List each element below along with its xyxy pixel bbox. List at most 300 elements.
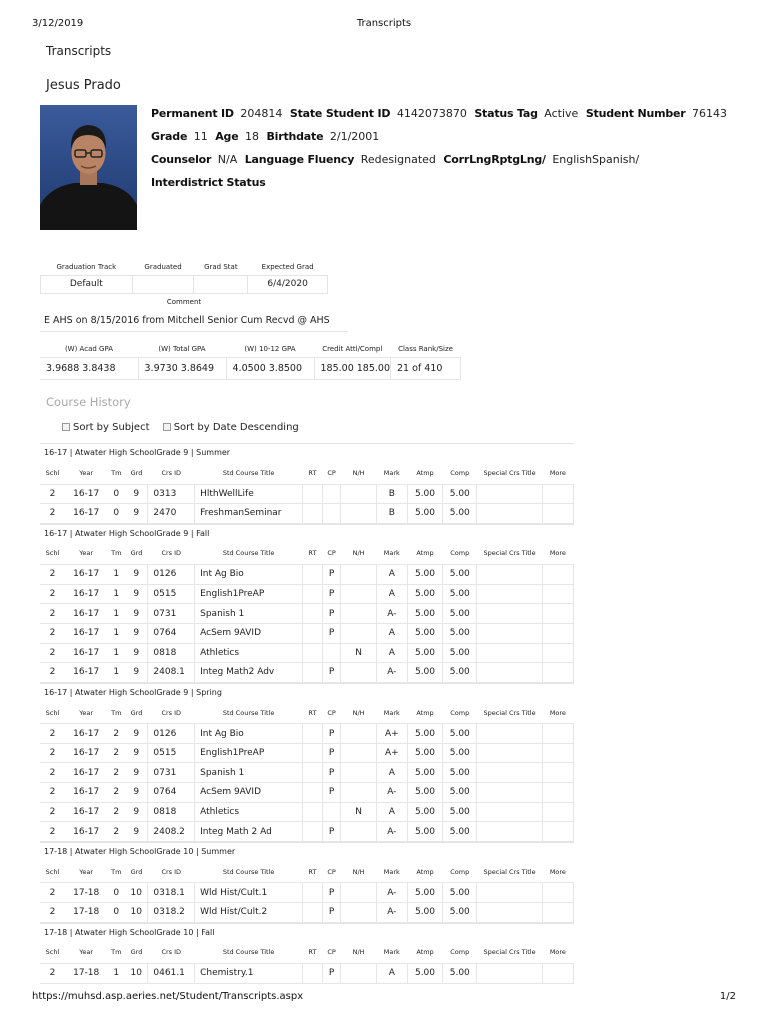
cell-more — [542, 964, 573, 984]
language-fluency-label: Language Fluency — [244, 153, 355, 166]
column-header-tm: Tm — [111, 468, 122, 477]
cell-more — [542, 883, 573, 903]
cell-crs-id: 0818 — [148, 802, 195, 822]
cell-tm: 2 — [107, 743, 125, 763]
course-row — [40, 964, 574, 984]
column-header-tm: Tm — [111, 708, 122, 717]
cell-course-title: Spanish 1 — [195, 763, 303, 783]
cell-cp — [322, 802, 341, 822]
cell-grd: 9 — [125, 623, 148, 643]
cell-crs-id: 0461.1 — [148, 964, 195, 984]
column-header-crs-id: Crs ID — [161, 867, 182, 876]
cell-comp: 5.00 — [443, 763, 477, 783]
cell-course-title: Wld Hist/Cult.2 — [195, 902, 303, 922]
column-header-more: More — [549, 867, 566, 876]
cell-mark: A — [376, 565, 407, 585]
column-header-mark: Mark — [383, 948, 400, 957]
cell-comp: 5.00 — [443, 623, 477, 643]
cell-tm: 2 — [107, 802, 125, 822]
course-row — [40, 763, 574, 783]
course-section-title: 16-17 | Atwater High SchoolGrade 9 | Spring — [40, 683, 574, 702]
credit-value: 185.00 185.00 — [314, 357, 391, 379]
column-header-year: Year — [79, 708, 94, 717]
column-header-schl: Schl — [45, 468, 60, 477]
cell-more — [542, 643, 573, 663]
cell-year: 16-17 — [65, 623, 108, 643]
cell-course-title: Wld Hist/Cult.1 — [195, 883, 303, 903]
student-number-label: Student Number — [585, 107, 686, 120]
cell-schl: 2 — [40, 623, 65, 643]
birthdate-label: Birthdate — [266, 130, 324, 143]
cell-crs-id: 2470 — [148, 504, 195, 524]
status-tag-value: Active — [544, 107, 579, 120]
cell-cp: P — [322, 743, 341, 763]
column-header-special-crs-title: Special Crs Title — [483, 948, 536, 957]
cell-cp: P — [322, 623, 341, 643]
cell-crs-id: 0731 — [148, 604, 195, 624]
cell-comp: 5.00 — [443, 565, 477, 585]
column-header-nh: N/H — [352, 549, 365, 558]
cell-nh — [341, 822, 376, 842]
cell-rt — [303, 504, 323, 524]
column-header-nh: N/H — [352, 867, 365, 876]
cell-comp: 5.00 — [443, 504, 477, 524]
cell-cp: P — [322, 902, 341, 922]
column-header-comp: Comp — [450, 867, 470, 876]
cell-course-title: HlthWellLife — [195, 484, 303, 504]
class-rank-header: Class Rank/Size — [398, 345, 453, 354]
cell-mark: A- — [376, 822, 407, 842]
cell-grd: 9 — [125, 484, 148, 504]
print-footer — [32, 991, 736, 1005]
sort-by-subject-option[interactable] — [62, 422, 150, 433]
cell-grd: 9 — [125, 643, 148, 663]
cell-mark: A — [376, 964, 407, 984]
cell-nh — [341, 964, 376, 984]
corr-lng-label: CorrLngRptgLng/ — [443, 153, 546, 166]
comment-header: Comment — [166, 298, 202, 306]
age-value: 18 — [244, 130, 259, 143]
column-header-cp: CP — [327, 867, 336, 876]
print-title: Transcripts — [356, 18, 412, 29]
cell-crs-id: 2408.2 — [148, 822, 195, 842]
cell-grd: 9 — [125, 763, 148, 783]
column-header-year: Year — [79, 549, 94, 558]
cell-course-title: Spanish 1 — [195, 604, 303, 624]
cell-crs-id: 2408.1 — [148, 663, 195, 683]
column-header-course-title: Std Course Title — [222, 867, 275, 876]
course-row — [40, 584, 574, 604]
column-header-crs-id: Crs ID — [161, 549, 182, 558]
sort-by-date-checkbox[interactable] — [163, 423, 171, 431]
cell-more — [542, 802, 573, 822]
course-row — [40, 743, 574, 763]
ten-twelve-gpa-header: (W) 10-12 GPA — [244, 345, 296, 354]
cell-schl: 2 — [40, 763, 65, 783]
cell-grd: 9 — [125, 822, 148, 842]
cell-special-crs-title — [477, 743, 542, 763]
column-header-special-crs-title: Special Crs Title — [483, 468, 536, 477]
sort-options — [62, 422, 299, 433]
cell-special-crs-title — [477, 604, 542, 624]
cell-mark: A- — [376, 663, 407, 683]
column-header-tm: Tm — [111, 948, 122, 957]
interdistrict-status-label: Interdistrict Status — [151, 176, 266, 189]
cell-cp: P — [322, 724, 341, 744]
cell-atmp: 5.00 — [407, 643, 442, 663]
cell-cp — [322, 504, 341, 524]
course-table — [40, 462, 574, 524]
cell-rt — [303, 584, 323, 604]
student-photo — [40, 105, 137, 230]
cell-rt — [303, 724, 323, 744]
column-header-course-title: Std Course Title — [222, 549, 275, 558]
cell-year: 16-17 — [65, 643, 108, 663]
column-header-atmp: Atmp — [416, 549, 434, 558]
cell-rt — [303, 565, 323, 585]
column-header-crs-id: Crs ID — [161, 468, 182, 477]
cell-year: 16-17 — [65, 663, 108, 683]
cell-crs-id: 0313 — [148, 484, 195, 504]
cell-rt — [303, 902, 323, 922]
column-header-schl: Schl — [45, 948, 60, 957]
age-label: Age — [215, 130, 239, 143]
cell-tm: 1 — [107, 565, 125, 585]
column-header-special-crs-title: Special Crs Title — [483, 867, 536, 876]
cell-special-crs-title — [477, 584, 542, 604]
cell-special-crs-title — [477, 883, 542, 903]
ten-twelve-gpa-value: 4.0500 3.8500 — [226, 357, 314, 379]
cell-nh — [341, 743, 376, 763]
cell-mark: B — [376, 484, 407, 504]
cell-more — [542, 504, 573, 524]
cell-course-title: AcSem 9AVID — [195, 783, 303, 803]
column-header-cp: CP — [327, 468, 336, 477]
cell-cp — [322, 643, 341, 663]
cell-more — [542, 584, 573, 604]
cell-course-title: Athletics — [195, 802, 303, 822]
cell-more — [542, 763, 573, 783]
class-rank-value: 21 of 410 — [391, 357, 461, 379]
cell-atmp: 5.00 — [407, 663, 442, 683]
column-header-rt: RT — [308, 708, 317, 717]
cell-more — [542, 604, 573, 624]
cell-grd: 9 — [125, 783, 148, 803]
column-header-comp: Comp — [450, 468, 470, 477]
course-row — [40, 902, 574, 922]
cell-year: 17-18 — [65, 883, 108, 903]
cell-atmp: 5.00 — [407, 902, 442, 922]
cell-mark: A- — [376, 783, 407, 803]
cell-nh — [341, 724, 376, 744]
column-header-more: More — [549, 948, 566, 957]
cell-course-title: Integ Math 2 Ad — [195, 822, 303, 842]
corr-lng-value: EnglishSpanish/ — [552, 153, 640, 166]
column-header-comp: Comp — [450, 708, 470, 717]
permanent-id-label: Permanent ID — [151, 107, 234, 120]
cell-mark: B — [376, 504, 407, 524]
state-id-label: State Student ID — [289, 107, 391, 120]
cell-tm: 1 — [107, 623, 125, 643]
cell-mark: A- — [376, 604, 407, 624]
column-header-schl: Schl — [45, 708, 60, 717]
cell-crs-id: 0764 — [148, 783, 195, 803]
course-section-title: 17-18 | Atwater High SchoolGrade 10 | Fall — [40, 923, 574, 942]
cell-schl: 2 — [40, 504, 65, 524]
cell-nh — [341, 504, 376, 524]
cell-grd: 9 — [125, 604, 148, 624]
cell-tm: 2 — [107, 822, 125, 842]
expected-grad-value: 6/4/2020 — [248, 275, 328, 293]
course-row — [40, 822, 574, 842]
column-header-atmp: Atmp — [416, 708, 434, 717]
cell-year: 16-17 — [65, 504, 108, 524]
course-history-title: Course History — [46, 395, 131, 409]
cell-grd: 9 — [125, 584, 148, 604]
cell-schl: 2 — [40, 883, 65, 903]
course-row — [40, 604, 574, 624]
cell-mark: A- — [376, 883, 407, 903]
cell-mark: A — [376, 763, 407, 783]
cell-special-crs-title — [477, 504, 542, 524]
graduation-track-value: Default — [41, 275, 133, 293]
cell-schl: 2 — [40, 584, 65, 604]
cell-schl: 2 — [40, 964, 65, 984]
cell-special-crs-title — [477, 763, 542, 783]
cell-year: 16-17 — [65, 724, 108, 744]
column-header-grd: Grd — [130, 549, 143, 558]
cell-year: 16-17 — [65, 584, 108, 604]
cell-comp: 5.00 — [443, 604, 477, 624]
print-page-number: 1/2 — [719, 991, 736, 1002]
sort-by-subject-checkbox[interactable] — [62, 423, 70, 431]
cell-special-crs-title — [477, 565, 542, 585]
cell-atmp: 5.00 — [407, 504, 442, 524]
column-header-special-crs-title: Special Crs Title — [483, 708, 536, 717]
cell-grd: 10 — [125, 883, 148, 903]
column-header-crs-id: Crs ID — [161, 708, 182, 717]
column-header-grd: Grd — [130, 468, 143, 477]
cell-nh: N — [341, 643, 376, 663]
column-header-mark: Mark — [383, 708, 400, 717]
cell-schl: 2 — [40, 743, 65, 763]
column-header-course-title: Std Course Title — [222, 708, 275, 717]
cell-schl: 2 — [40, 484, 65, 504]
grade-label: Grade — [151, 130, 188, 143]
cell-year: 17-18 — [65, 902, 108, 922]
column-header-rt: RT — [308, 867, 317, 876]
cell-year: 16-17 — [65, 763, 108, 783]
cell-tm: 0 — [107, 883, 125, 903]
cell-tm: 1 — [107, 643, 125, 663]
cell-cp: P — [322, 584, 341, 604]
cell-atmp: 5.00 — [407, 802, 442, 822]
course-table — [40, 702, 574, 842]
cell-comp: 5.00 — [443, 802, 477, 822]
course-table — [40, 861, 574, 923]
cell-comp: 5.00 — [443, 584, 477, 604]
column-header-nh: N/H — [352, 708, 365, 717]
column-header-nh: N/H — [352, 948, 365, 957]
course-row — [40, 504, 574, 524]
cell-course-title: Int Ag Bio — [195, 565, 303, 585]
column-header-year: Year — [79, 948, 94, 957]
column-header-cp: CP — [327, 549, 336, 558]
column-header-mark: Mark — [383, 468, 400, 477]
cell-rt — [303, 663, 323, 683]
column-header-more: More — [549, 468, 566, 477]
cell-comp: 5.00 — [443, 663, 477, 683]
course-section-title: 16-17 | Atwater High SchoolGrade 9 | Summer — [40, 443, 574, 462]
cell-course-title: Athletics — [195, 643, 303, 663]
cell-cp: P — [322, 783, 341, 803]
cell-year: 16-17 — [65, 822, 108, 842]
cell-nh — [341, 565, 376, 585]
cell-course-title: AcSem 9AVID — [195, 623, 303, 643]
course-row — [40, 484, 574, 504]
cell-special-crs-title — [477, 902, 542, 922]
cell-nh — [341, 883, 376, 903]
cell-comp: 5.00 — [443, 743, 477, 763]
comment-value: E AHS on 8/15/2016 from Mitchell Senior Cum Recvd @ AHS — [40, 312, 348, 332]
cell-more — [542, 902, 573, 922]
column-header-grd: Grd — [130, 948, 143, 957]
column-header-comp: Comp — [450, 948, 470, 957]
cell-comp: 5.00 — [443, 902, 477, 922]
cell-grd: 9 — [125, 802, 148, 822]
course-table — [40, 942, 574, 984]
cell-more — [542, 484, 573, 504]
cell-year: 16-17 — [65, 604, 108, 624]
cell-rt — [303, 802, 323, 822]
cell-special-crs-title — [477, 643, 542, 663]
cell-year: 16-17 — [65, 783, 108, 803]
cell-cp: P — [322, 763, 341, 783]
column-header-tm: Tm — [111, 867, 122, 876]
language-fluency-value: Redesignated — [360, 153, 436, 166]
cell-nh — [341, 623, 376, 643]
cell-cp: P — [322, 822, 341, 842]
graduation-table — [40, 260, 328, 294]
cell-tm: 1 — [107, 604, 125, 624]
cell-comp: 5.00 — [443, 724, 477, 744]
cell-more — [542, 743, 573, 763]
cell-rt — [303, 763, 323, 783]
cell-more — [542, 663, 573, 683]
cell-crs-id: 0818 — [148, 643, 195, 663]
course-section-title: 16-17 | Atwater High SchoolGrade 9 | Fall — [40, 524, 574, 543]
course-row — [40, 883, 574, 903]
sort-by-subject-label: Sort by Subject — [73, 422, 150, 433]
cell-course-title: English1PreAP — [195, 584, 303, 604]
cell-rt — [303, 964, 323, 984]
cell-course-title: English1PreAP — [195, 743, 303, 763]
gpa-table — [40, 342, 461, 380]
column-header-mark: Mark — [383, 867, 400, 876]
expected-grad-header: Expected Grad — [261, 263, 314, 272]
column-header-rt: RT — [308, 468, 317, 477]
cell-special-crs-title — [477, 663, 542, 683]
cell-crs-id: 0515 — [148, 584, 195, 604]
cell-special-crs-title — [477, 724, 542, 744]
cell-year: 16-17 — [65, 743, 108, 763]
cell-atmp: 5.00 — [407, 822, 442, 842]
cell-special-crs-title — [477, 484, 542, 504]
column-header-cp: CP — [327, 708, 336, 717]
cell-crs-id: 0126 — [148, 724, 195, 744]
cell-atmp: 5.00 — [407, 883, 442, 903]
cell-nh — [341, 783, 376, 803]
cell-rt — [303, 822, 323, 842]
cell-atmp: 5.00 — [407, 565, 442, 585]
cell-nh — [341, 584, 376, 604]
student-number-value: 76143 — [692, 107, 728, 120]
sort-by-date-label: Sort by Date Descending — [173, 422, 299, 433]
cell-more — [542, 565, 573, 585]
cell-special-crs-title — [477, 783, 542, 803]
column-header-crs-id: Crs ID — [161, 948, 182, 957]
student-info — [151, 106, 741, 198]
cell-special-crs-title — [477, 964, 542, 984]
cell-special-crs-title — [477, 802, 542, 822]
cell-tm: 0 — [107, 504, 125, 524]
course-section-title: 17-18 | Atwater High SchoolGrade 10 | Summer — [40, 842, 574, 861]
column-header-atmp: Atmp — [416, 867, 434, 876]
column-header-more: More — [549, 708, 566, 717]
cell-course-title: Chemistry.1 — [195, 964, 303, 984]
cell-atmp: 5.00 — [407, 783, 442, 803]
counselor-value: N/A — [217, 153, 238, 166]
sort-by-date-option[interactable] — [163, 422, 299, 433]
cell-grd: 9 — [125, 504, 148, 524]
cell-rt — [303, 643, 323, 663]
course-history — [40, 443, 574, 984]
cell-comp: 5.00 — [443, 783, 477, 803]
cell-schl: 2 — [40, 724, 65, 744]
permanent-id-value: 204814 — [240, 107, 283, 120]
course-row — [40, 663, 574, 683]
cell-mark: A — [376, 623, 407, 643]
cell-rt — [303, 623, 323, 643]
cell-cp: P — [322, 964, 341, 984]
cell-rt — [303, 484, 323, 504]
column-header-more: More — [549, 549, 566, 558]
cell-schl: 2 — [40, 643, 65, 663]
column-header-rt: RT — [308, 549, 317, 558]
cell-comp: 5.00 — [443, 883, 477, 903]
cell-year: 17-18 — [65, 964, 108, 984]
column-header-schl: Schl — [45, 549, 60, 558]
print-header — [32, 18, 736, 32]
cell-atmp: 5.00 — [407, 604, 442, 624]
column-header-schl: Schl — [45, 867, 60, 876]
course-row — [40, 623, 574, 643]
cell-nh — [341, 604, 376, 624]
cell-cp: P — [322, 565, 341, 585]
cell-grd: 10 — [125, 902, 148, 922]
course-row — [40, 724, 574, 744]
column-header-grd: Grd — [130, 708, 143, 717]
cell-crs-id: 0126 — [148, 565, 195, 585]
cell-comp: 5.00 — [443, 964, 477, 984]
column-header-nh: N/H — [352, 468, 365, 477]
birthdate-value: 2/1/2001 — [329, 130, 380, 143]
cell-schl: 2 — [40, 802, 65, 822]
cell-atmp: 5.00 — [407, 484, 442, 504]
cell-atmp: 5.00 — [407, 623, 442, 643]
column-header-year: Year — [79, 468, 94, 477]
cell-mark: A+ — [376, 724, 407, 744]
